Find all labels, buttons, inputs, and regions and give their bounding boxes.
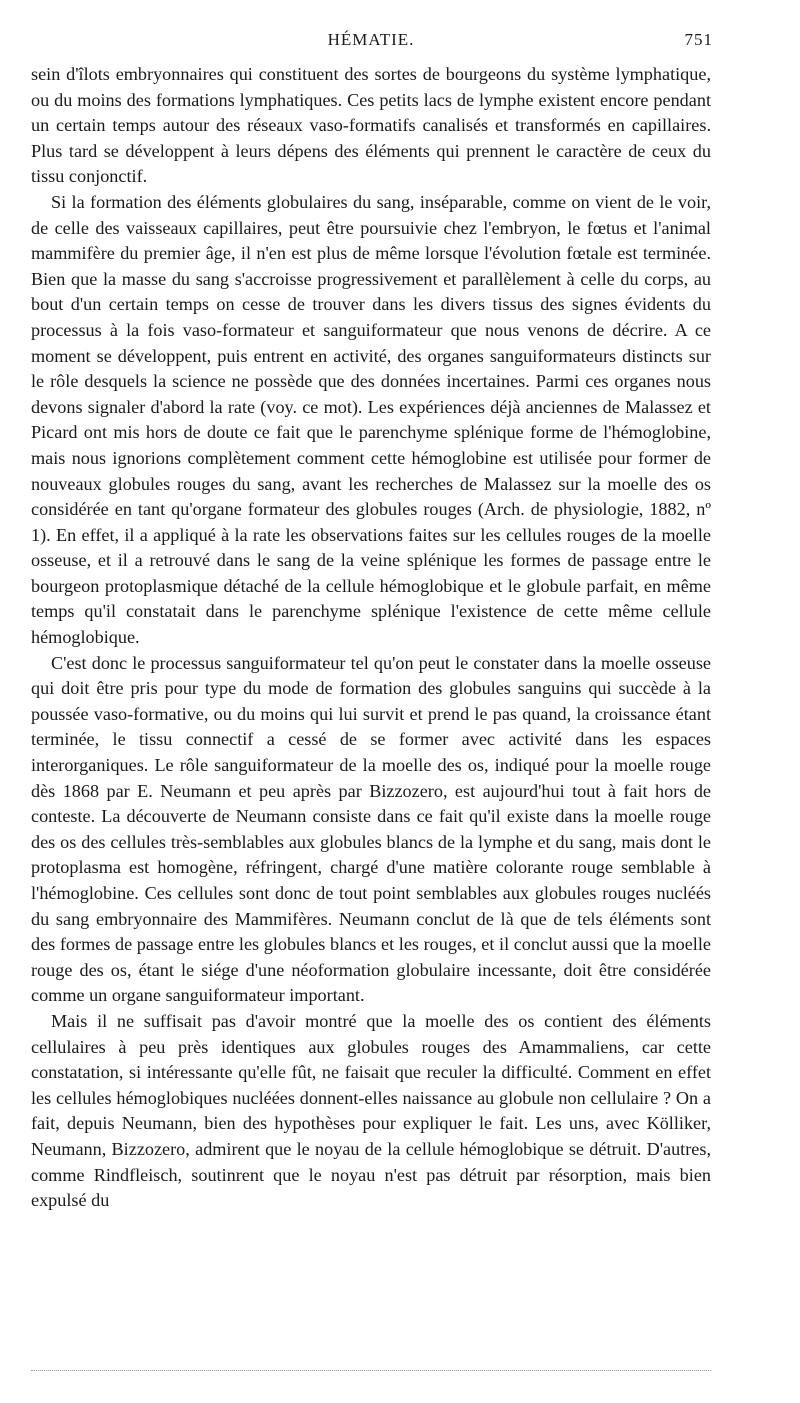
document-page [31, 26, 711, 1214]
paragraph-continuation: sein d'îlots embryonnaires qui constituent des sortes de bourgeons du système lymphatique, ou du moins des formations lymphatiques. Ces petits lacs de lymphe existent encore pendant un certain temps autour des réseaux vaso-formatifs canalisés et transformés en capillaires. Plus tard se développent à leurs dépens des éléments qui prennent le caractère de ceux du tissu conjonctif. [31, 64, 711, 187]
paragraph: Mais il ne suffisait pas d'avoir montré que la moelle des os contient des éléments cellulaires à peu près identiques aux globules rouges des Amammaliens, car cette constatation, si intéressante qu'elle fût, ne faisait que reculer la difficulté. Comment en effet les cellules hémoglobiques nucléées donnent-elles naissance au globule non cellulaire ? On a fait, depuis Neumann, bien des hypothèses pour expliquer le fait. Les uns, avec Kölliker, Neumann, Bizzozero, admirent que le noyau de la cellule hémoglobique se détruit. D'autres, comme Rindfleisch, soutinrent que le noyau n'est pas détruit par résorption, mais bien expulsé du [31, 1010, 711, 1211]
page-header [31, 26, 711, 56]
running-title: HÉMATIE. [327, 30, 415, 49]
footer-rule [31, 1370, 711, 1372]
body-text [31, 62, 711, 1214]
page-number: 751 [684, 30, 713, 49]
paragraph: C'est donc le processus sanguiformateur tel qu'on peut le constater dans la moelle osseuse qui doit être pris pour type du mode de formation des globules sanguins qui succède à la poussée vaso-formative, ou du moins qui lui survit et prend le pas quand, la croissance étant terminée, le tissu connectif a cessé de se former avec activité dans les espaces interorganiques. Le rôle sanguiformateur de la moelle des os, indiqué pour la moelle rouge dès 1868 par E. Neumann et peu après par Bizzozero, est aujourd'hui tout à fait hors de conteste. La découverte de Neumann consiste dans ce fait qu'il existe dans la moelle rouge des os des cellules très-semblables aux globules blancs de la lymphe et du sang, mais dont le protoplasma est homogène, réfringent, chargé d'une matière colorante rouge semblable à l'hémoglobine. Ces cellules sont donc de tout point semblables aux globules rouges nucléés du sang embryonnaire des Mammifères. Neumann conclut de là que de tels éléments sont des formes de passage entre les globules blancs et les rouges, et il conclut aussi que la moelle rouge des os, étant le siége d'une néoformation globulaire incessante, doit être considérée comme un organe sanguiformateur important. [31, 652, 711, 1006]
paragraph: Si la formation des éléments globulaires du sang, inséparable, comme on vient de le voir, de celle des vaisseaux capillaires, peut être poursuivie chez l'embryon, le fœtus et l'animal mammifère du premier âge, il n'en est plus de même lorsque l'évolution fœtale est terminée. Bien que la masse du sang s'accroisse progressivement et parallèlement à celle du corps, au bout d'un certain temps on cesse de trouver dans les divers tissus des signes évidents du processus à la fois vaso-formateur et sanguiformateur que nous venons de décrire. A ce moment se développent, puis entrent en activité, des organes sanguiformateurs distincts sur le rôle desquels la science ne possède que des données incertaines. Parmi ces organes nous devons signaler d'abord la rate (voy. ce mot). Les expériences déjà anciennes de Malassez et Picard ont mis hors de doute ce fait que le parenchyme splénique forme de l'hémoglobine, mais nous ignorions complètement comment cette hémoglobine est utilisée pour former de nouveaux globules rouges du sang, avant les recherches de Malassez sur la moelle des os considérée en tant qu'organe formateur des globules rouges (Arch. de physiologie, 1882, nº 1). En effet, il a appliqué à la rate les observations faites sur les cellules rouges de la moelle osseuse, et il a retrouvé dans le sang de la veine splénique les formes de passage entre le bourgeon protoplasmique détaché de la cellule hémoglobique et le globule parfait, en même temps qu'il constatait dans le parenchyme splénique l'existence de cette même cellule hémoglobique. [31, 191, 711, 648]
